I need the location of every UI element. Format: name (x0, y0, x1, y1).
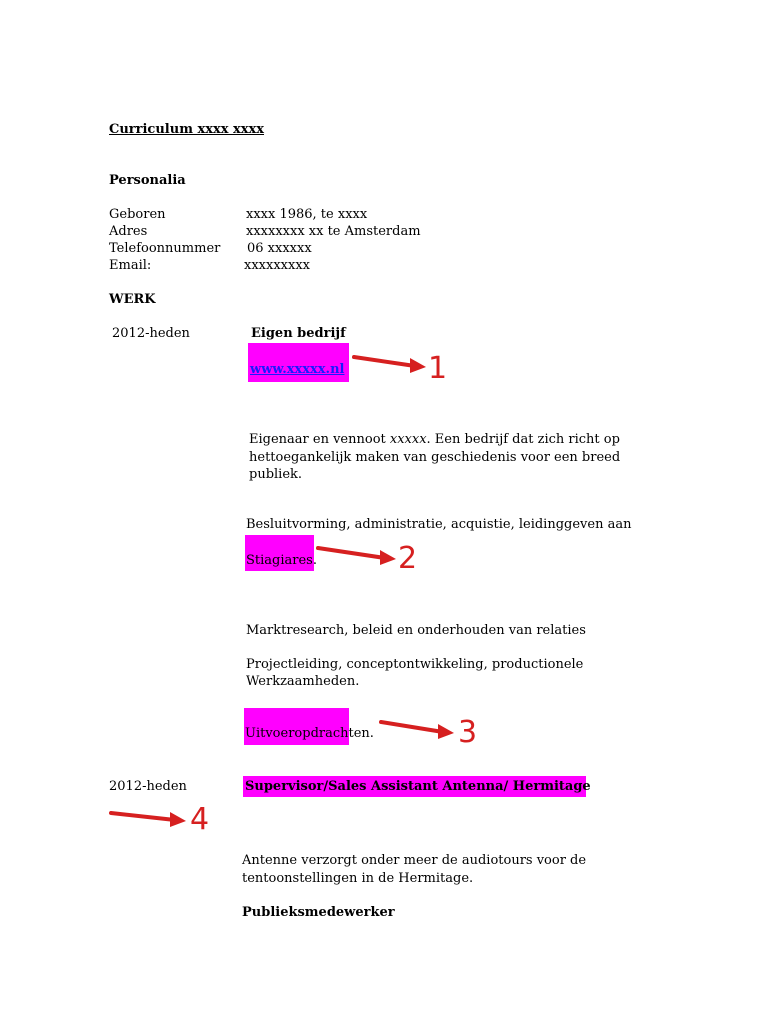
value-geboren: xxxx 1986, te xxxx (246, 207, 368, 222)
label-geboren: Geboren (109, 207, 166, 222)
value-adres: xxxxxxxx xx te Amsterdam (246, 224, 421, 239)
label-email: Email: (109, 258, 152, 273)
job1-description-line1: Eigenaar en vennoot xxxxx. Een bedrijf dat zich richt op (249, 432, 620, 447)
label-adres: Adres (109, 224, 148, 239)
annotation-arrow-3 (381, 722, 454, 739)
page-title: Curriculum xxxx xxxx (109, 122, 265, 137)
annotation-arrow-2 (318, 548, 396, 565)
label-telefoon: Telefoonnummer (109, 241, 221, 256)
website-link[interactable]: www.xxxxx.nl (250, 362, 345, 377)
job1-title: Eigen bedrijf (251, 326, 346, 341)
annotation-number-1: 1 (428, 351, 448, 386)
value-telefoon: 06 xxxxxx (247, 241, 312, 256)
job2-subheading: Publieksmedewerker (242, 905, 395, 920)
job2-description-line2: tentoonstellingen in de Hermitage. (242, 871, 474, 886)
section-heading-werk: WERK (109, 292, 156, 307)
job2-title: Supervisor/Sales Assistant Antenna/ Hermitage (245, 779, 591, 794)
job1-period: 2012-heden (112, 326, 190, 341)
section-heading-personalia: Personalia (109, 173, 186, 188)
annotation-arrow-1 (354, 357, 426, 373)
job1-market: Marktresearch, beleid en onderhouden van relaties (246, 623, 586, 638)
job1-project-line1: Projectleiding, conceptontwikkeling, productionele (246, 657, 584, 672)
annotation-number-3: 3 (458, 715, 478, 750)
job1-description-line3: publiek. (249, 467, 303, 482)
job2-description-line1: Antenne verzorgt onder meer de audiotours voor de (242, 853, 587, 868)
job1-uitvoer: Uitvoeropdrachten. (245, 726, 374, 741)
job2-period: 2012-heden (109, 779, 187, 794)
value-email: xxxxxxxxx (244, 258, 310, 273)
job1-tasks-line2: Stiagiares. (246, 553, 317, 568)
annotation-number-4: 4 (190, 802, 210, 837)
job1-description-line2: hettoegankelijk maken van geschiedenis voor een breed (249, 450, 621, 465)
job1-project-line2: Werkzaamheden. (246, 674, 360, 689)
annotation-number-2: 2 (398, 541, 418, 576)
annotation-arrow-4 (111, 812, 186, 827)
job1-tasks-line1: Besluitvorming, administratie, acquistie, leidinggeven aan (246, 517, 632, 532)
